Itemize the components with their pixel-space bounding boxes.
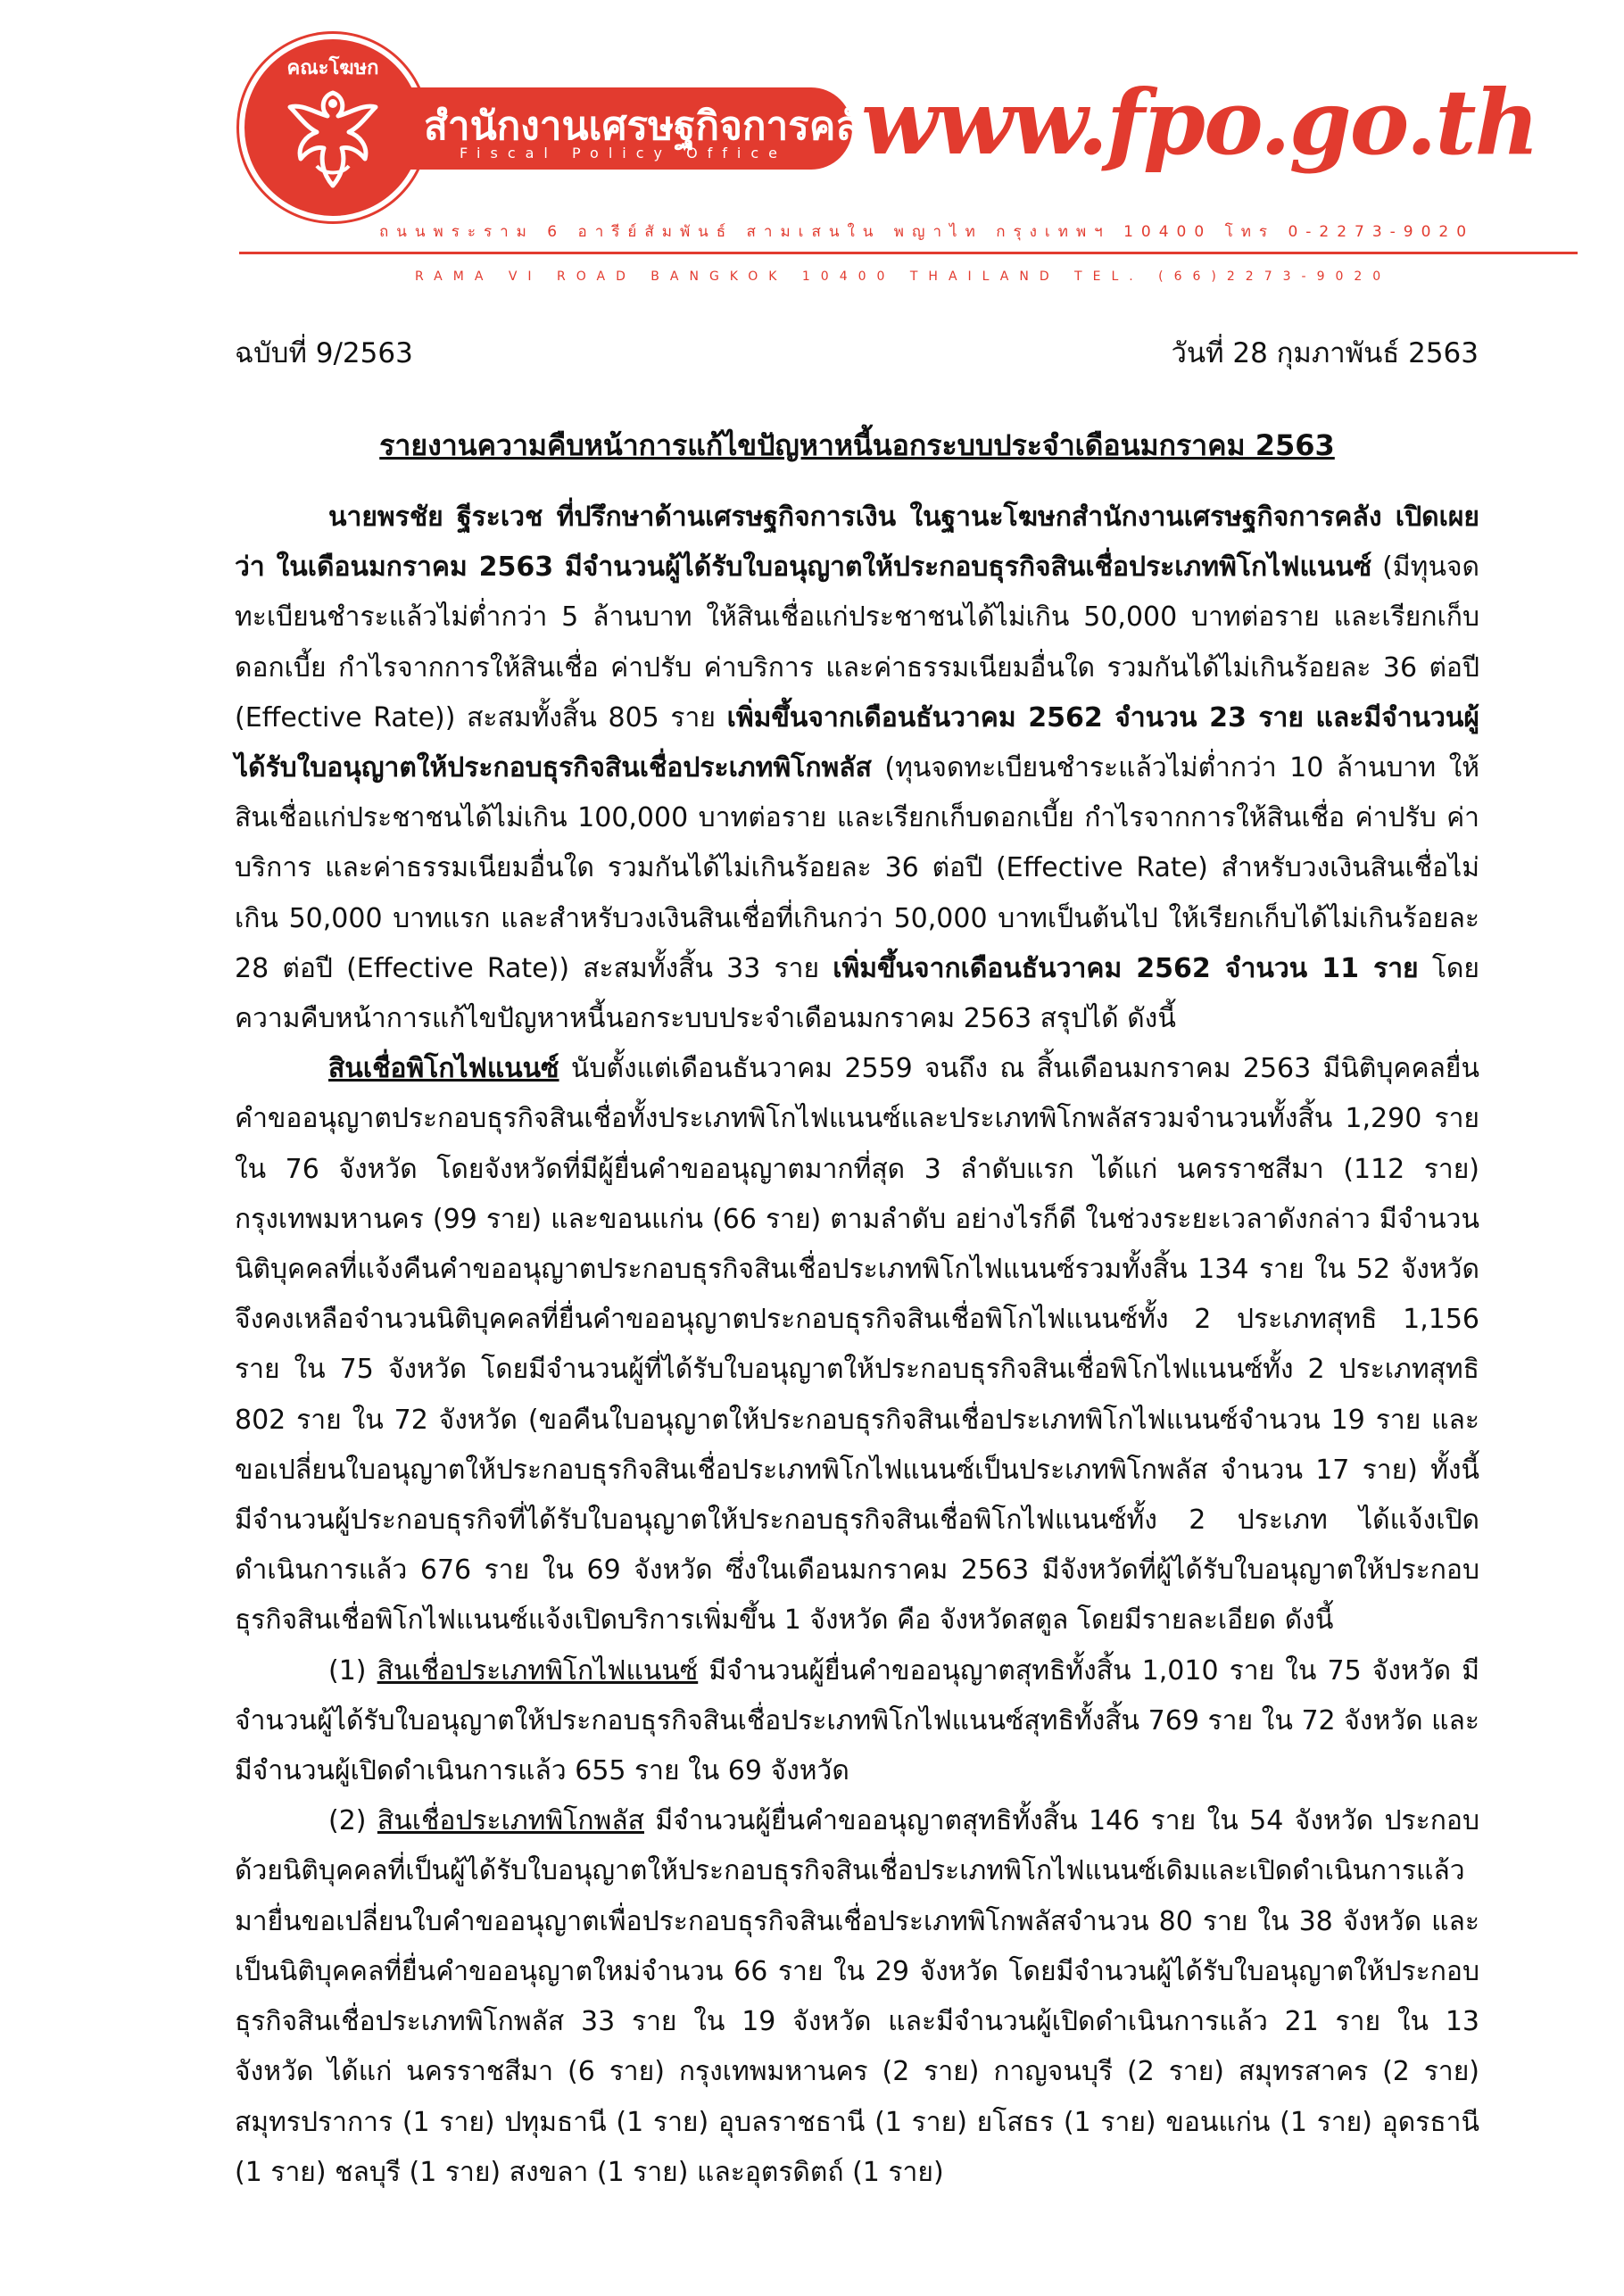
seal-text: คณะโฆษก: [286, 57, 379, 79]
item-2-number: (2): [328, 1805, 377, 1837]
document-body: [235, 493, 1479, 2198]
issue-date: วันที่ 28 กุมภาพันธ์ 2563: [1171, 337, 1479, 369]
paragraph-pico-finance: [235, 1044, 1479, 1645]
header-divider: [239, 252, 1578, 254]
paragraph-summary: [235, 493, 1479, 1044]
website-url[interactable]: www.fpo.go.th: [861, 70, 1538, 175]
fpo-seal-logo: [239, 34, 427, 221]
item-1-number: (1): [328, 1654, 377, 1687]
address-thai: ถนนพระราม 6 อารีย์สัมพันธ์ สามเสนใน พญาไท กรุงเทพฯ 10400 โทร 0-2273-9020: [379, 223, 1475, 241]
item-1-heading: สินเชื่อประเภทพิโกไฟแนนซ์: [377, 1654, 699, 1687]
summary-closing: โดยความคืบหน้าการแก้ไขปัญหาหนี้นอกระบบประจำเดือนมกราคม 2563 สรุปได้ ดังนี้: [235, 952, 1479, 1035]
pico-finance-increase: เพิ่มขึ้นจากเดือนธันวาคม 2562 จำนวน 23 ราย และมีจำนวนผู้ได้รับใบอนุญาตให้ประกอบธุรกิจสินเชื่อประเภทพิโกพลัส: [235, 701, 1479, 784]
document-title: รายงานความคืบหน้าการแก้ไขปัญหาหนี้นอกระบบประจำเดือนมกราคม 2563: [379, 428, 1335, 462]
agency-banner: [406, 87, 879, 170]
pico-plus-definition: (ทุนจดทะเบียนชำระแล้วไม่ต่ำกว่า 10 ล้านบาท ให้สินเชื่อแก่ประชาชนได้ไม่เกิน 100,000 บาทต่อราย และเรียกเก็บดอกเบี้ย กำไรจากการให้สินเชื่อ ค่าปรับ ค่าบริการ และค่าธรรมเนียมอื่นใด รวมกันได้ไม่เกินร้อยละ 36 ต่อปี (Effective Rate) สำหรับวงเงินสินเชื่อไม่เกิน 50,000 บาทแรก และสำหรับวงเงินสินเชื่อที่เกินกว่า 50,000 บาทเป็นต้นไป ให้เรียกเก็บได้ไม่เกินร้อยละ 28 ต่อปี (Effective Rate)) สะสมทั้งสิ้น 33 ราย: [235, 752, 1479, 984]
pico-finance-definition: (มีทุนจดทะเบียนชำระแล้วไม่ต่ำกว่า 5 ล้านบาท ให้สินเชื่อแก่ประชาชนได้ไม่เกิน 50,000 บาทต่อราย และเรียกเก็บดอกเบี้ย กำไรจากการให้สินเชื่อ ค่าปรับ ค่าบริการ และค่าธรรมเนียมอื่นใด รวมกันได้ไม่เกินร้อยละ 36 ต่อปี (Effective Rate)) สะสมทั้งสิ้น 805 ราย: [235, 551, 1480, 734]
paragraph-item-2: [235, 1796, 1479, 2198]
pico-plus-increase: เพิ่มขึ้นจากเดือนธันวาคม 2562 จำนวน 11 ราย: [833, 952, 1419, 984]
issue-number: ฉบับที่ 9/2563: [235, 337, 413, 369]
paragraph-item-1: [235, 1646, 1479, 1797]
summary-intro: นายพรชัย ฐีระเวช ที่ปรึกษาด้านเศรษฐกิจการเงิน ในฐานะโฆษกสำนักงานเศรษฐกิจการคลัง เปิดเผยว่า ในเดือนมกราคม 2563 มีจำนวนผู้ได้รับใบอนุญาตให้ประกอบธุรกิจสินเชื่อประเภทพิโกไฟแนนซ์: [235, 501, 1479, 584]
pico-finance-text: นับตั้งแต่เดือนธันวาคม 2559 จนถึง ณ สิ้นเดือนมกราคม 2563 มีนิติบุคคลยื่นคำขออนุญาตประกอบธุรกิจสินเชื่อทั้งประเภทพิโกไฟแนนซ์และประเภทพิโกพลัสรวมจำนวนทั้งสิ้น 1,290 ราย ใน 76 จังหวัด โดยจังหวัดที่มีผู้ยื่นคำขออนุญาตมากที่สุด 3 ลำดับแรก ได้แก่ นครราชสีมา (112 ราย) กรุงเทพมหานคร (99 ราย) และขอนแก่น (66 ราย) ตามลำดับ อย่างไรก็ดี ในช่วงระยะเวลาดังกล่าว มีจำนวนนิติบุคคลที่แจ้งคืนคำขออนุญาตประกอบธุรกิจสินเชื่อประเภทพิโกไฟแนนซ์รวมทั้งสิ้น 134 ราย ใน 52 จังหวัด จึงคงเหลือจำนวนนิติบุคคลที่ยื่นคำขออนุญาตประกอบธุรกิจสินเชื่อพิโกไฟแนนซ์ทั้ง 2 ประเภทสุทธิ 1,156 ราย ใน 75 จังหวัด โดยมีจำนวนผู้ที่ได้รับใบอนุญาตให้ประกอบธุรกิจสินเชื่อพิโกไฟแนนซ์ทั้ง 2 ประเภทสุทธิ 802 ราย ใน 72 จังหวัด (ขอคืนใบอนุญาตให้ประกอบธุรกิจสินเชื่อประเภทพิโกไฟแนนซ์จำนวน 19 ราย และขอเปลี่ยนใบอนุญาตให้ประกอบธุรกิจสินเชื่อประเภทพิโกไฟแนนซ์เป็นประเภทพิโกพลัส จำนวน 17 ราย) ทั้งนี้ มีจำนวนผู้ประกอบธุรกิจที่ได้รับใบอนุญาตให้ประกอบธุรกิจสินเชื่อพิโกไฟแนนซ์ทั้ง 2 ประเภท ได้แจ้งเปิดดำเนินการแล้ว 676 ราย ใน 69 จังหวัด ซึ่งในเดือนมกราคม 2563 มีจังหวัดที่ผู้ได้รับใบอนุญาตให้ประกอบธุรกิจสินเชื่อพิโกไฟแนนซ์แจ้งเปิดบริการเพิ่มขึ้น 1 จังหวัด คือ จังหวัดสตูล โดยมีรายละเอียด ดังนี้: [235, 1053, 1479, 1637]
garuda-icon: [270, 77, 395, 202]
item-2-text: มีจำนวนผู้ยื่นคำขออนุญาตสุทธิทั้งสิ้น 146 ราย ใน 54 จังหวัด ประกอบด้วยนิติบุคคลที่เป็นผู้ได้รับใบอนุญาตให้ประกอบธุรกิจสินเชื่อประเภทพิโกไฟแนนซ์เดิมและเปิดดำเนินการแล้วมายื่นขอเปลี่ยนใบคำขออนุญาตเพื่อประกอบธุรกิจสินเชื่อประเภทพิโกพลัสจำนวน 80 ราย ใน 38 จังหวัด และเป็นนิติบุคคลที่ยื่นคำขออนุญาตใหม่จำนวน 66 ราย ใน 29 จังหวัด โดยมีจำนวนผู้ได้รับใบอนุญาตให้ประกอบธุรกิจสินเชื่อประเภทพิโกพลัส 33 ราย ใน 19 จังหวัด และมีจำนวนผู้เปิดดำเนินการแล้ว 21 ราย ใน 13 จังหวัด ได้แก่ นครราชสีมา (6 ราย) กรุงเทพมหานคร (2 ราย) กาญจนบุรี (2 ราย) สมุทรสาคร (2 ราย) สมุทรปราการ (1 ราย) ปทุมธานี (1 ราย) อุบลราชธานี (1 ราย) ยโสธร (1 ราย) ขอนแก่น (1 ราย) อุดรธานี (1 ราย) ชลบุรี (1 ราย) สงขลา (1 ราย) และอุตรดิตถ์ (1 ราย): [235, 1805, 1479, 2188]
agency-name-en: Fiscal Policy Office: [460, 145, 788, 162]
item-1-text: มีจำนวนผู้ยื่นคำขออนุญาตสุทธิทั้งสิ้น 1,010 ราย ใน 75 จังหวัด มีจำนวนผู้ได้รับใบอนุญาตให้ประกอบธุรกิจสินเชื่อประเภทพิโกไฟแนนซ์สุทธิทั้งสิ้น 769 ราย ใน 72 จังหวัด และมีจำนวนผู้เปิดดำเนินการแล้ว 655 ราย ใน 69 จังหวัด: [235, 1654, 1480, 1787]
letterhead: [0, 0, 1624, 294]
item-2-heading: สินเชื่อประเภทพิโกพลัส: [377, 1805, 644, 1837]
address-english: RAMA VI ROAD BANGKOK 10400 THAILAND TEL. (66)2273-9020: [415, 269, 1392, 284]
pico-finance-heading: สินเชื่อพิโกไฟแนนซ์: [328, 1053, 559, 1085]
agency-name-th: สำนักงานเศรษฐกิจการคลัง: [424, 104, 879, 149]
